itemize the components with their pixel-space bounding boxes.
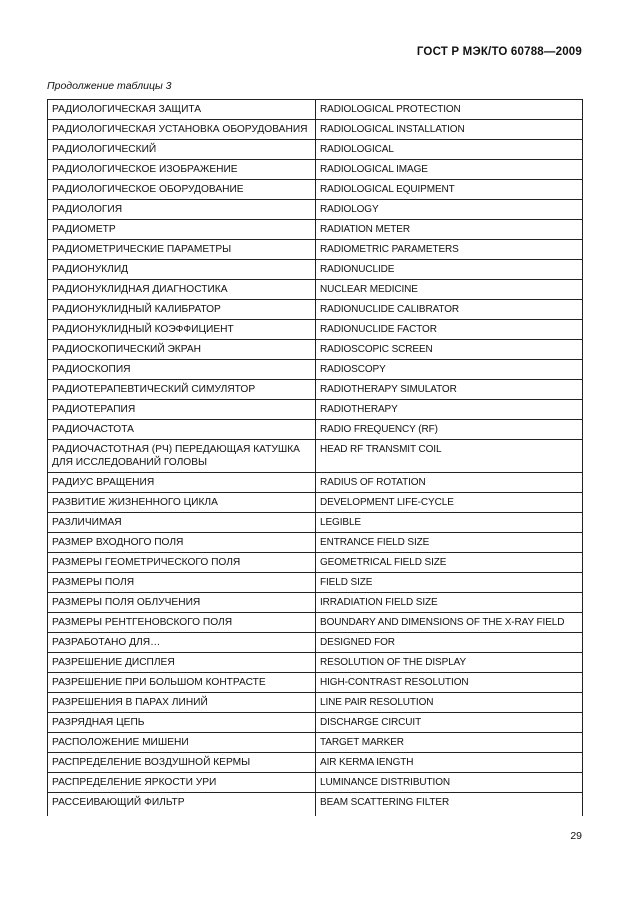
table-row <box>48 773 583 793</box>
english-term-cell: RADIOLOGICAL PROTECTION <box>316 100 583 120</box>
russian-term-cell: РАДИОНУКЛИД <box>48 260 316 280</box>
table-row <box>48 713 583 733</box>
russian-term-cell: РАЗРЕШЕНИЕ ДИСПЛЕЯ <box>48 653 316 673</box>
table-row <box>48 553 583 573</box>
russian-term-cell: РАДИОЛОГИЧЕСКОЕ ОБОРУДОВАНИЕ <box>48 180 316 200</box>
russian-term-cell: РАДИОЧАСТОТНАЯ (РЧ) ПЕРЕДАЮЩАЯ КАТУШКА ДЛЯ ИССЛЕДОВАНИЙ ГОЛОВЫ <box>48 440 316 473</box>
table-row <box>48 440 583 473</box>
table-row <box>48 653 583 673</box>
russian-term-cell: РАДИОЛОГИЧЕСКОЕ ИЗОБРАЖЕНИЕ <box>48 160 316 180</box>
table-row <box>48 100 583 120</box>
russian-term-cell: РАДИОСКОПИЯ <box>48 360 316 380</box>
english-term-cell: LUMINANCE DISTRIBUTION <box>316 773 583 793</box>
english-term-cell: DEVELOPMENT LIFE-CYCLE <box>316 493 583 513</box>
english-term-cell: TARGET MARKER <box>316 733 583 753</box>
english-term-cell: RADIOTHERAPY SIMULATOR <box>316 380 583 400</box>
english-term-cell: RADIONUCLIDE FACTOR <box>316 320 583 340</box>
standard-header: ГОСТ Р МЭК/ТО 60788—2009 <box>416 46 582 58</box>
russian-term-cell: РАЗРЯДНАЯ ЦЕПЬ <box>48 713 316 733</box>
russian-term-cell: РАССЕИВАЮЩИЙ ФИЛЬТР <box>48 793 316 817</box>
table-row <box>48 320 583 340</box>
russian-term-cell: РАЗРЕШЕНИЯ В ПАРАХ ЛИНИЙ <box>48 693 316 713</box>
russian-term-cell: РАЗМЕРЫ ПОЛЯ <box>48 573 316 593</box>
english-term-cell: RADIOSCOPY <box>316 360 583 380</box>
english-term-cell: DESIGNED FOR <box>316 633 583 653</box>
russian-term-cell: РАДИОЛОГИЧЕСКИЙ <box>48 140 316 160</box>
english-term-cell: GEOMETRICAL FIELD SIZE <box>316 553 583 573</box>
russian-term-cell: РАДИОМЕТРИЧЕСКИЕ ПАРАМЕТРЫ <box>48 240 316 260</box>
english-term-cell: NUCLEAR MEDICINE <box>316 280 583 300</box>
russian-term-cell: РАДИОЛОГИЧЕСКАЯ ЗАЩИТА <box>48 100 316 120</box>
english-term-cell: DISCHARGE CIRCUIT <box>316 713 583 733</box>
table-row <box>48 473 583 493</box>
table-row <box>48 220 583 240</box>
russian-term-cell: РАДИОНУКЛИДНЫЙ КОЭФФИЦИЕНТ <box>48 320 316 340</box>
russian-term-cell: РАДИОСКОПИЧЕСКИЙ ЭКРАН <box>48 340 316 360</box>
english-term-cell: RADIOSCOPIC SCREEN <box>316 340 583 360</box>
english-term-cell: BEAM SCATTERING FILTER <box>316 793 583 817</box>
english-term-cell: LEGIBLE <box>316 513 583 533</box>
english-term-cell: IRRADIATION FIELD SIZE <box>316 593 583 613</box>
english-term-cell: RADIOTHERAPY <box>316 400 583 420</box>
english-term-cell: RADIUS OF ROTATION <box>316 473 583 493</box>
russian-term-cell: РАДИОТЕРАПЕВТИЧЕСКИЙ СИМУЛЯТОР <box>48 380 316 400</box>
russian-term-cell: РАСПРЕДЕЛЕНИЕ ВОЗДУШНОЙ КЕРМЫ <box>48 753 316 773</box>
russian-term-cell: РАДИОНУКЛИДНЫЙ КАЛИБРАТОР <box>48 300 316 320</box>
english-term-cell: BOUNDARY AND DIMENSIONS OF THE X-RAY FIELD <box>316 613 583 633</box>
table-row <box>48 280 583 300</box>
table-row <box>48 513 583 533</box>
table-row <box>48 733 583 753</box>
russian-term-cell: РАЗЛИЧИМАЯ <box>48 513 316 533</box>
english-term-cell: RADIO FREQUENCY (RF) <box>316 420 583 440</box>
table-row <box>48 360 583 380</box>
russian-term-cell: РАДИОНУКЛИДНАЯ ДИАГНОСТИКА <box>48 280 316 300</box>
english-term-cell: RESOLUTION OF THE DISPLAY <box>316 653 583 673</box>
table-row <box>48 120 583 140</box>
russian-term-cell: РАЗМЕРЫ ГЕОМЕТРИЧЕСКОГО ПОЛЯ <box>48 553 316 573</box>
terms-table <box>47 99 583 816</box>
english-term-cell: AIR KERMA IENGTH <box>316 753 583 773</box>
russian-term-cell: РАЗМЕР ВХОДНОГО ПОЛЯ <box>48 533 316 553</box>
russian-term-cell: РАДИОМЕТР <box>48 220 316 240</box>
english-term-cell: RADIONUCLIDE CALIBRATOR <box>316 300 583 320</box>
table-row <box>48 613 583 633</box>
russian-term-cell: РАСПРЕДЕЛЕНИЕ ЯРКОСТИ УРИ <box>48 773 316 793</box>
table-row <box>48 140 583 160</box>
english-term-cell: RADIOLOGICAL IMAGE <box>316 160 583 180</box>
english-term-cell: RADIATION METER <box>316 220 583 240</box>
table-row <box>48 240 583 260</box>
table-row <box>48 633 583 653</box>
table-row <box>48 400 583 420</box>
english-term-cell: FIELD SIZE <box>316 573 583 593</box>
english-term-cell: RADIOMETRIC PARAMETERS <box>316 240 583 260</box>
english-term-cell: RADIONUCLIDE <box>316 260 583 280</box>
russian-term-cell: РАЗВИТИЕ ЖИЗНЕННОГО ЦИКЛА <box>48 493 316 513</box>
table-row <box>48 340 583 360</box>
english-term-cell: HEAD RF TRANSMIT COIL <box>316 440 583 473</box>
english-term-cell: RADIOLOGICAL <box>316 140 583 160</box>
table-row <box>48 420 583 440</box>
russian-term-cell: РАЗРЕШЕНИЕ ПРИ БОЛЬШОМ КОНТРАСТЕ <box>48 673 316 693</box>
table-row <box>48 160 583 180</box>
russian-term-cell: РАЗМЕРЫ ПОЛЯ ОБЛУЧЕНИЯ <box>48 593 316 613</box>
table-row <box>48 533 583 553</box>
english-term-cell: LINE PAIR RESOLUTION <box>316 693 583 713</box>
russian-term-cell: РАЗРАБОТАНО ДЛЯ… <box>48 633 316 653</box>
table-row <box>48 693 583 713</box>
english-term-cell: ENTRANCE FIELD SIZE <box>316 533 583 553</box>
russian-term-cell: РАДИУС ВРАЩЕНИЯ <box>48 473 316 493</box>
table-row <box>48 260 583 280</box>
russian-term-cell: РАДИОЧАСТОТА <box>48 420 316 440</box>
table-row <box>48 180 583 200</box>
table-row <box>48 793 583 817</box>
english-term-cell: RADIOLOGICAL EQUIPMENT <box>316 180 583 200</box>
table-continuation-label: Продолжение таблицы 3 <box>47 80 172 92</box>
english-term-cell: RADIOLOGICAL INSTALLATION <box>316 120 583 140</box>
page-number: 29 <box>570 830 582 842</box>
table-row <box>48 380 583 400</box>
table-row <box>48 200 583 220</box>
russian-term-cell: РАДИОЛОГИЯ <box>48 200 316 220</box>
russian-term-cell: РАДИОТЕРАПИЯ <box>48 400 316 420</box>
table-row <box>48 493 583 513</box>
russian-term-cell: РАДИОЛОГИЧЕСКАЯ УСТАНОВКА ОБОРУДОВАНИЯ <box>48 120 316 140</box>
english-term-cell: RADIOLOGY <box>316 200 583 220</box>
russian-term-cell: РАЗМЕРЫ РЕНТГЕНОВСКОГО ПОЛЯ <box>48 613 316 633</box>
russian-term-cell: РАСПОЛОЖЕНИЕ МИШЕНИ <box>48 733 316 753</box>
table-row <box>48 753 583 773</box>
terms-table-body <box>48 100 583 817</box>
english-term-cell: HIGH-CONTRAST RESOLUTION <box>316 673 583 693</box>
table-row <box>48 593 583 613</box>
table-row <box>48 573 583 593</box>
table-row <box>48 673 583 693</box>
table-row <box>48 300 583 320</box>
